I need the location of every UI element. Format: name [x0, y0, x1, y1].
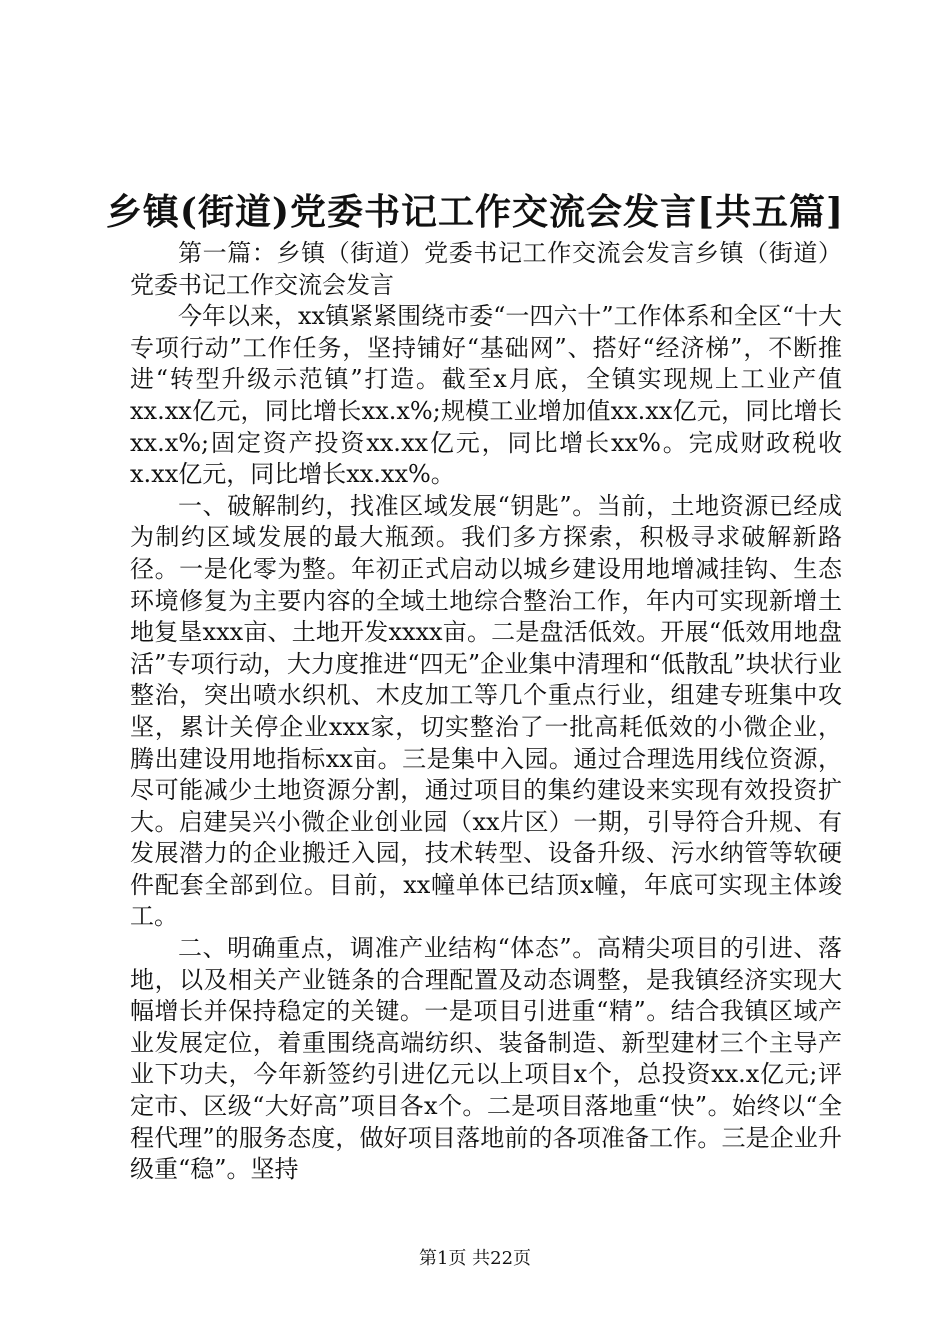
- document-body: [130, 238, 842, 1186]
- paragraph-section-one: 一、破解制约，找准区域发展“钥匙”。当前，土地资源已经成为制约区域发展的最大瓶颈。我们多方探索，积极寻求破解新路径。一是化零为整。年初正式启动以城乡建设用地增减挂钩、生态环境修复为主要内容的全域土地综合整治工作，年内可实现新增土地复垦xxx亩、土地开发xxxx亩。二是盘活低效。开展“低效用地盘活”专项行动，大力度推进“四无”企业集中清理和“低散乱”块状行业整治，突出喷水织机、木皮加工等几个重点行业，组建专班集中攻坚，累计关停企业xxx家，切实整治了一批高耗低效的小微企业，腾出建设用地指标xx亩。三是集中入园。通过合理选用线位资源，尽可能减少土地资源分割，通过项目的集约建设来实现有效投资扩大。启建吴兴小微企业创业园（xx片区）一期，引导符合升规、有发展潜力的企业搬迁入园，技术转型、设备升级、污水纳管等软硬件配套全部到位。目前，xx幢单体已结顶x幢，年底可实现主体竣工。: [130, 491, 842, 931]
- paragraph-section-two: 二、明确重点，调准产业结构“体态”。高精尖项目的引进、落地，以及相关产业链条的合理配置及动态调整，是我镇经济实现大幅增长并保持稳定的关键。一是项目引进重“精”。结合我镇区域产业发展定位，着重围绕高端纺织、装备制造、新型建材三个主导产业下功夫，今年新签约引进亿元以上项目x个，总投资xx.x亿元;评定市、区级“大好高”项目各x个。二是项目落地重“快”。始终以“全程代理”的服务态度，做好项目落地前的各项准备工作。三是企业升级重“稳”。坚持: [130, 934, 842, 1184]
- paragraph-overview: 今年以来，xx镇紧紧围绕市委“一四六十”工作体系和全区“十大专项行动”工作任务，坚持铺好“基础网”、搭好“经济梯”，不断推进“转型升级示范镇”打造。截至x月底，全镇实现规上工业产值xx.xx亿元，同比增长xx.x%;规模工业增加值xx.xx亿元，同比增长xx.x%;固定资产投资xx.xx亿元，同比增长xx%。完成财政税收x.xx亿元，同比增长xx.xx%。: [130, 302, 842, 489]
- paragraph-heading: 第一篇：乡镇（街道）党委书记工作交流会发言乡镇（街道）党委书记工作交流会发言: [130, 239, 842, 299]
- document-title: 乡镇(街道)党委书记工作交流会发言[共五篇]: [105, 191, 845, 234]
- page-number-footer: 第1页 共22页: [418, 1248, 532, 1269]
